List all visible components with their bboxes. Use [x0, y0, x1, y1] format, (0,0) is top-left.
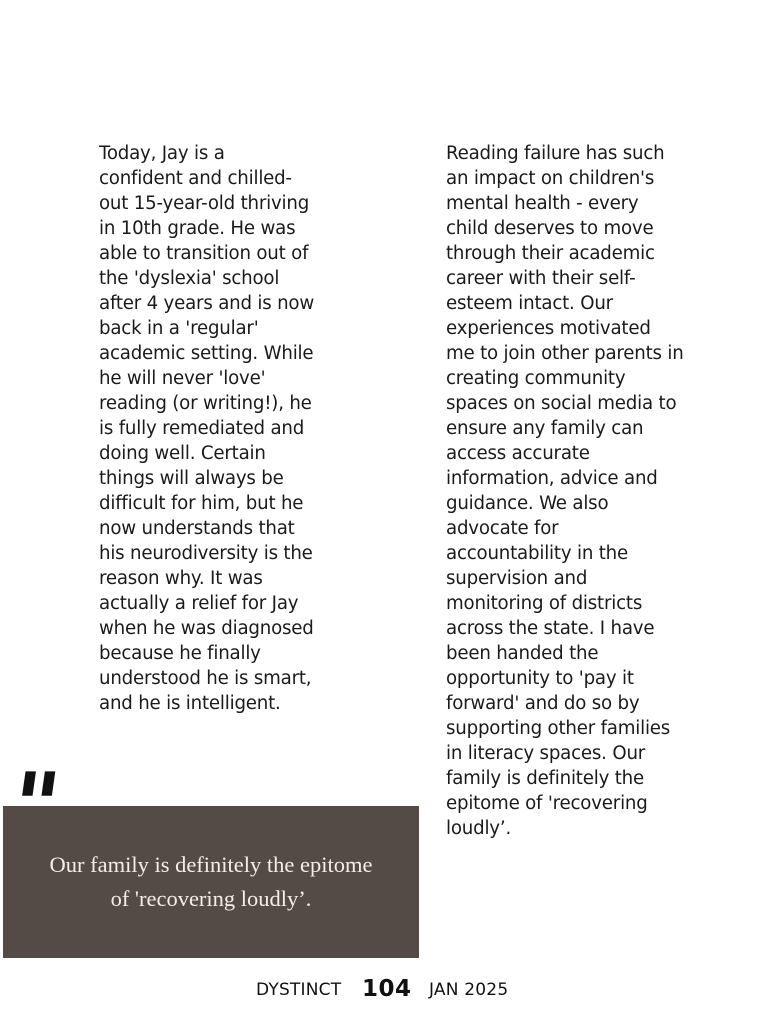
magazine-name: DYSTINCT — [256, 980, 342, 1000]
paragraph-line: information, advice and — [446, 468, 658, 489]
paragraph-line: difficult for him, but he — [99, 493, 304, 514]
paragraph-line: monitoring of districts — [446, 593, 643, 614]
paragraph-line: because he finally — [99, 643, 261, 664]
paragraph-line: guidance. We also — [446, 493, 609, 514]
paragraph-line: back in a 'regular' — [99, 318, 259, 339]
paragraph-line: access accurate — [446, 443, 590, 464]
paragraph-line: actually a relief for Jay — [99, 593, 299, 614]
paragraph-line: the 'dyslexia' school — [99, 268, 280, 289]
pull-quote-line: Our family is definitely the epitome — [49, 852, 373, 877]
paragraph-line: epitome of 'recovering — [446, 793, 648, 814]
paragraph-line: spaces on social media to — [446, 393, 677, 414]
paragraph-line: understood he is smart, — [99, 668, 312, 689]
paragraph-line: child deserves to move — [446, 218, 654, 239]
issue-date: JAN 2025 — [429, 980, 509, 1000]
paragraph-line: an impact on children's — [446, 168, 655, 189]
page-footer — [0, 976, 768, 1006]
paragraph-line: in literacy spaces. Our — [446, 743, 646, 764]
paragraph-line: reading (or writing!), he — [99, 393, 312, 414]
paragraph-line: able to transition out of — [99, 243, 309, 264]
article-column-left — [99, 141, 339, 716]
paragraph-line: mental health - every — [446, 193, 639, 214]
paragraph-line: forward' and do so by — [446, 693, 640, 714]
paragraph-line: esteem intact. Our — [446, 293, 613, 314]
paragraph-line: things will always be — [99, 468, 284, 489]
paragraph-line: experiences motivated — [446, 318, 651, 339]
paragraph-line: Today, Jay is a — [99, 143, 225, 164]
paragraph-line: career with their self- — [446, 268, 636, 289]
pull-quote-text — [3, 848, 419, 916]
paragraph-line: his neurodiversity is the — [99, 543, 313, 564]
paragraph-line: now understands that — [99, 518, 295, 539]
paragraph-line: through their academic — [446, 243, 655, 264]
quote-mark-icon: " — [4, 754, 67, 859]
paragraph-line: after 4 years and is now — [99, 293, 315, 314]
paragraph-line: academic setting. While — [99, 343, 314, 364]
paragraph-line: opportunity to 'pay it — [446, 668, 634, 689]
paragraph-line: is fully remediated and — [99, 418, 305, 439]
paragraph-line: advocate for — [446, 518, 559, 539]
paragraph-line: ensure any family can — [446, 418, 644, 439]
paragraph-line: he will never 'love' — [99, 368, 266, 389]
paragraph-line: confident and chilled- — [99, 168, 292, 189]
paragraph-line: accountability in the — [446, 543, 628, 564]
paragraph-line: reason why. It was — [99, 568, 263, 589]
paragraph-line: been handed the — [446, 643, 599, 664]
paragraph-line: when he was diagnosed — [99, 618, 314, 639]
pull-quote-line: of 'recovering loudly’. — [110, 886, 312, 911]
paragraph-line: supporting other families — [446, 718, 671, 739]
paragraph-line: Reading failure has such — [446, 143, 665, 164]
paragraph-line: across the state. I have — [446, 618, 655, 639]
paragraph-line: family is definitely the — [446, 768, 644, 789]
paragraph-line: loudly’. — [446, 818, 512, 839]
article-column-right — [446, 141, 696, 841]
paragraph-line: in 10th grade. He was — [99, 218, 296, 239]
paragraph-line: and he is intelligent. — [99, 693, 281, 714]
paragraph-line: doing well. Certain — [99, 443, 266, 464]
paragraph-line: supervision and — [446, 568, 588, 589]
paragraph-line: me to join other parents in — [446, 343, 684, 364]
page-number: 104 — [362, 976, 412, 1002]
paragraph-line: creating community — [446, 368, 626, 389]
paragraph-line: out 15-year-old thriving — [99, 193, 310, 214]
